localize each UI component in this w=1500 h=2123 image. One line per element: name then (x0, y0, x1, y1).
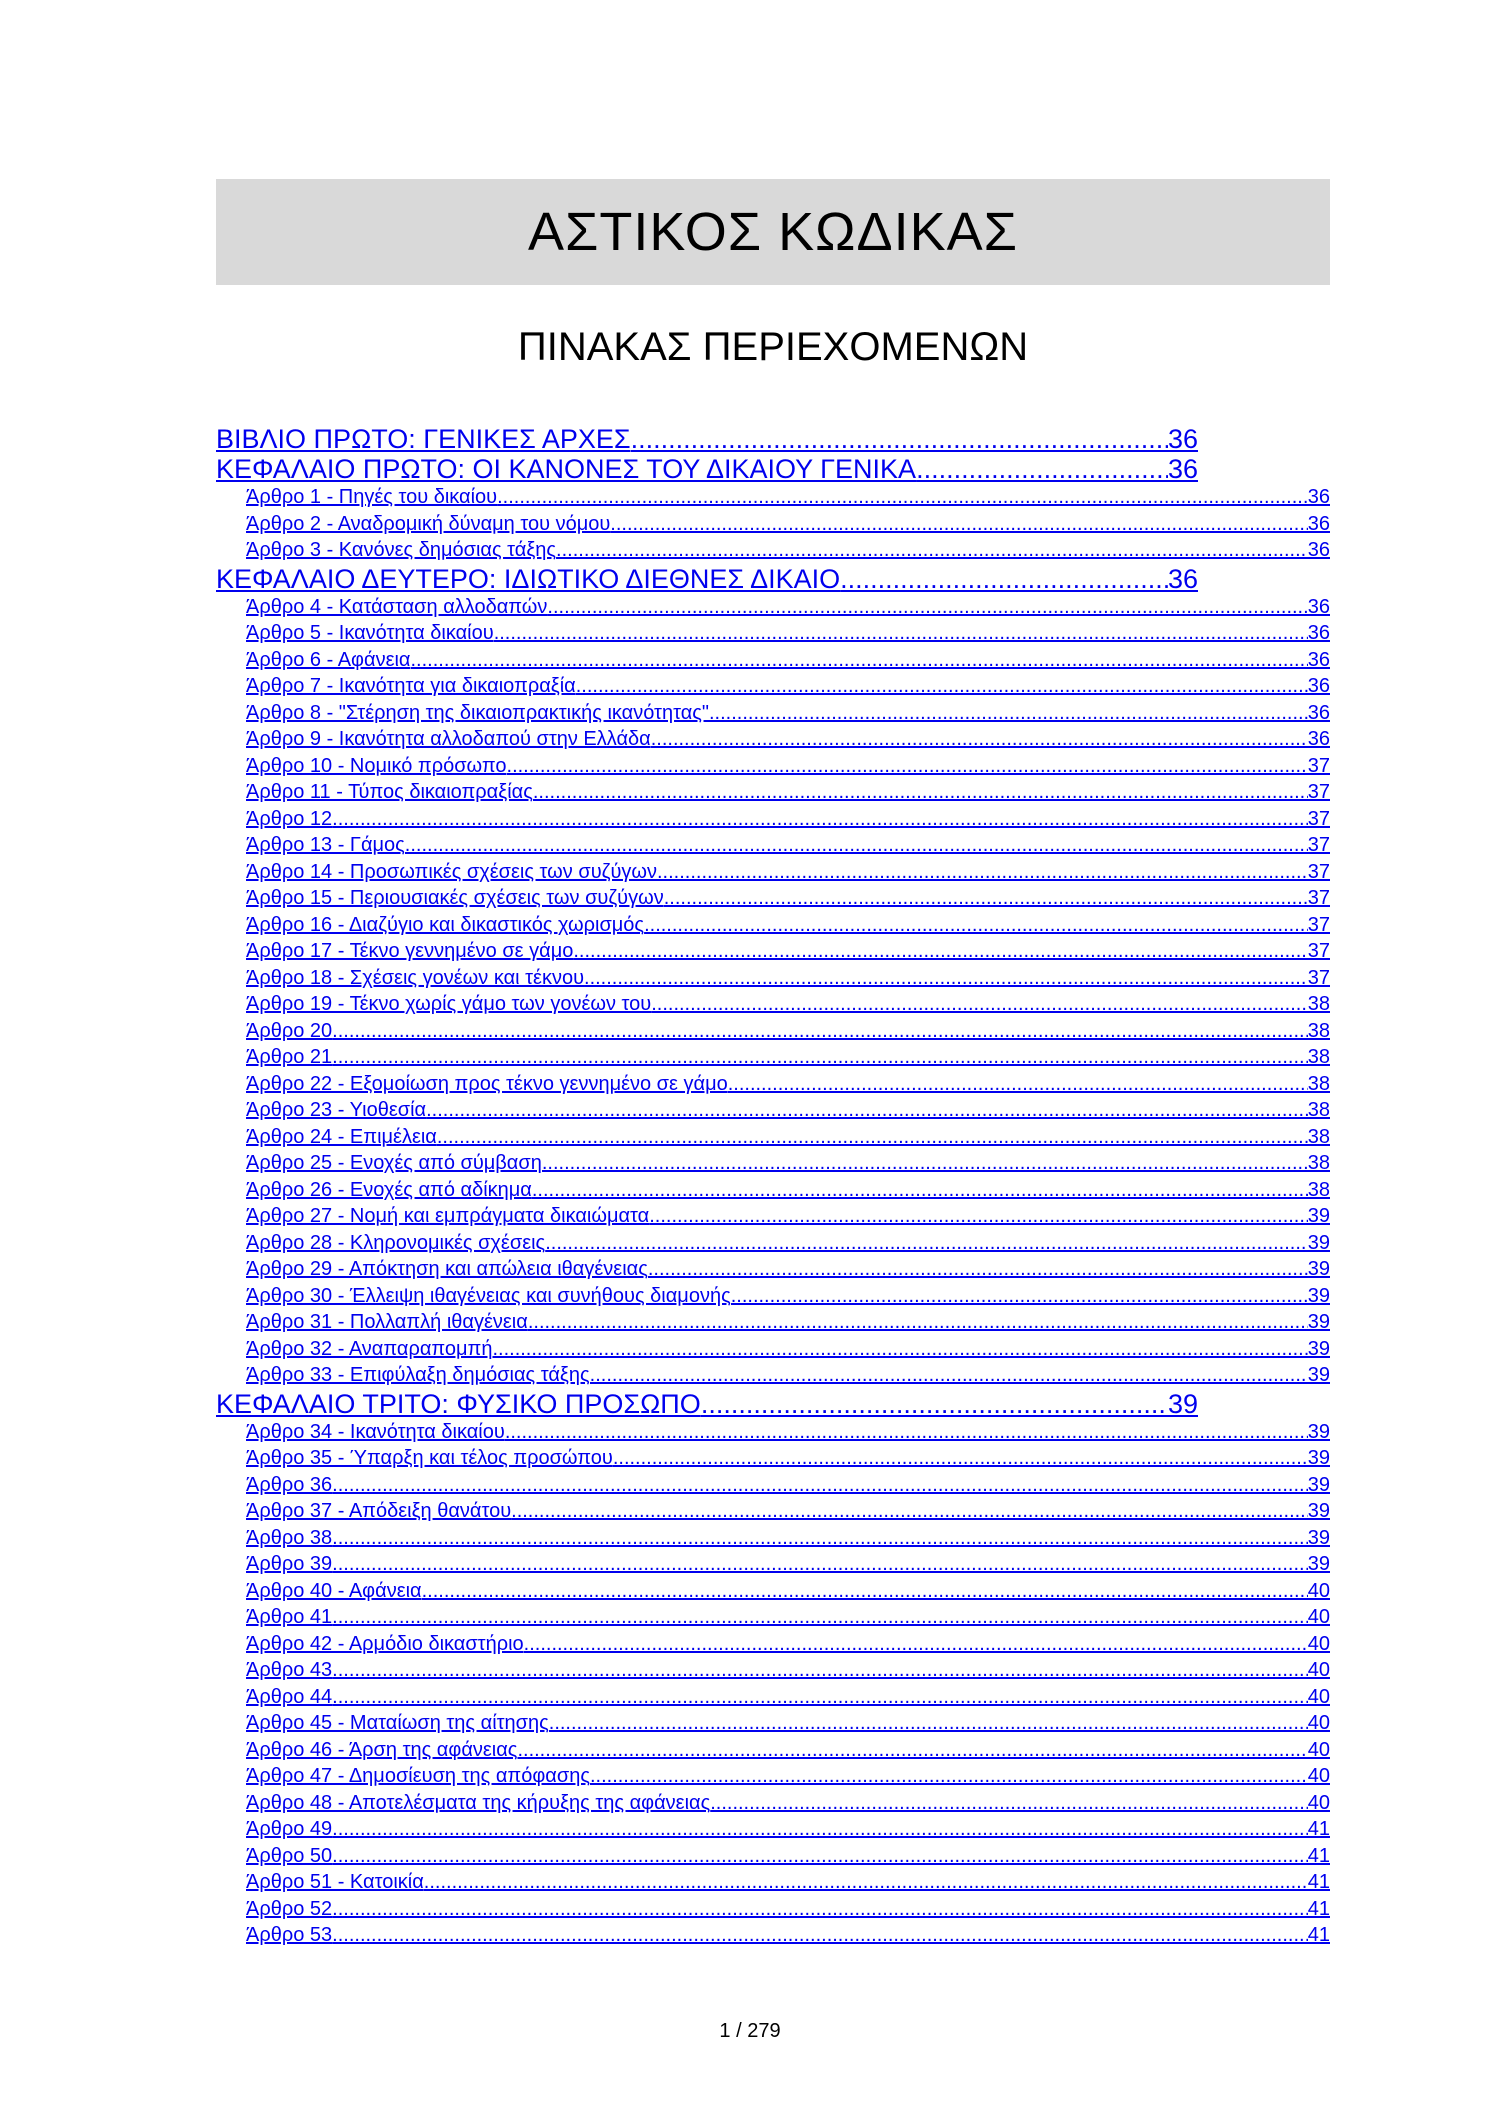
toc-entry-page: 41 (1307, 1844, 1330, 1867)
toc-entry-page: 39 (1307, 1526, 1330, 1549)
toc-entry-title: Άρθρο 51 - Κατοικία (246, 1871, 424, 1893)
toc-dot-leader (497, 484, 1308, 511)
toc-article-link[interactable] (246, 938, 1330, 965)
toc-article-link[interactable] (246, 1684, 1330, 1711)
toc-article-link[interactable] (246, 991, 1330, 1018)
toc-heading: ΠΙΝΑΚΑΣ ΠΕΡΙΕΧΟΜΕΝΩΝ (517, 325, 1029, 369)
toc-entry-title: Άρθρο 24 - Επιμέλεια (246, 1125, 437, 1148)
toc-entry-title: Άρθρο 26 - Ενοχές από αδίκημα (246, 1178, 532, 1201)
toc-entry-page: 39 (1307, 1205, 1330, 1227)
toc-entry-page: 39 (1307, 1364, 1330, 1386)
toc-dot-leader (651, 991, 1308, 1018)
toc-dot-leader (332, 1922, 1308, 1949)
toc-entry-page: 38 (1307, 993, 1330, 1015)
toc-article-link[interactable] (246, 1896, 1330, 1923)
toc-article-link[interactable] (246, 511, 1330, 538)
toc-entry-title: Άρθρο 4 - Κατάσταση αλλοδαπών (246, 595, 548, 618)
toc-entry-title: Άρθρο 17 - Τέκνο γεννημένο σε γάμο (246, 940, 574, 962)
toc-dot-leader (437, 1124, 1308, 1151)
toc-entry-title: Άρθρο 20 (246, 1019, 333, 1042)
toc-entry-page: 40 (1307, 1765, 1330, 1787)
toc-entry-page: 39 (1307, 1337, 1330, 1360)
toc-entry-title: Άρθρο 34 - Ικανότητα δικαίου (246, 1420, 505, 1443)
toc-article-link[interactable] (246, 912, 1330, 939)
toc-entry-page: 37 (1307, 860, 1330, 883)
toc-dot-leader (332, 1657, 1308, 1684)
toc-entry-title: ΚΕΦΑΛΑΙΟ ΤΡΙΤΟ: ΦΥΣΙΚΟ ΠΡΟΣΩΠΟ (216, 1388, 701, 1419)
toc-section-link[interactable] (216, 1389, 1198, 1419)
toc-article-link[interactable] (246, 673, 1330, 700)
toc-entry-page: 39 (1307, 1447, 1330, 1469)
toc-article-link[interactable] (246, 594, 1330, 621)
toc-entry-page: 40 (1307, 1791, 1330, 1814)
toc-entry-page: 40 (1307, 1579, 1330, 1602)
toc-entry-title: Άρθρο 19 - Τέκνο χωρίς γάμο των γονέων του (246, 993, 652, 1015)
toc-dot-leader (584, 965, 1308, 992)
toc-article-link[interactable] (246, 1843, 1330, 1870)
toc-entry-page: 37 (1307, 834, 1330, 856)
toc-article-link[interactable] (246, 1283, 1330, 1310)
toc-entry-page: 39 (1307, 1231, 1330, 1254)
toc-entry-page: 39 (1307, 1311, 1330, 1333)
toc-entry-title: Άρθρο 30 - Έλλειψη ιθαγένειας και συνήθους διαμονής (246, 1284, 731, 1307)
toc-dot-leader (590, 1763, 1308, 1790)
toc-article-link[interactable] (246, 965, 1330, 992)
toc-entry-title: ΚΕΦΑΛΑΙΟ ΔΕΥΤΕΡΟ: ΙΔΙΩΤΙΚΟ ΔΙΕΘΝΕΣ ΔΙΚΑΙΟ (216, 563, 841, 594)
toc-entry-title: Άρθρο 22 - Εξομοίωση προς τέκνο γεννημένο σε γάμο (246, 1072, 728, 1095)
toc-dot-leader (657, 859, 1308, 886)
toc-dot-leader (332, 1551, 1308, 1578)
toc-dot-leader (422, 1578, 1308, 1605)
toc-dot-leader (664, 885, 1308, 912)
toc-dot-leader (332, 1604, 1308, 1631)
toc-dot-leader (517, 1737, 1307, 1764)
toc-dot-leader (332, 1044, 1308, 1071)
toc-dot-leader (533, 779, 1308, 806)
toc-article-link[interactable] (246, 1018, 1330, 1045)
toc-entry-page: 36 (1307, 539, 1330, 561)
toc-entry-page: 40 (1307, 1632, 1330, 1655)
toc-article-link[interactable] (246, 885, 1330, 912)
toc-article-link[interactable] (246, 1336, 1330, 1363)
toc-dot-leader (542, 1150, 1308, 1177)
toc-article-link[interactable] (246, 1097, 1330, 1124)
toc-dot-leader (424, 1869, 1308, 1896)
toc-entry-page: 37 (1307, 913, 1330, 936)
toc-article-link[interactable] (246, 1578, 1330, 1605)
toc-entry-page: 36 (1307, 486, 1330, 508)
toc-dot-leader (701, 1389, 1168, 1419)
toc-article-link[interactable] (246, 1071, 1330, 1098)
toc-dot-leader (613, 1445, 1308, 1472)
toc-entry-title: Άρθρο 43 (246, 1659, 333, 1681)
toc-entry-page: 39 (1307, 1500, 1330, 1522)
toc-article-link[interactable] (246, 1631, 1330, 1658)
toc-entry-page: 41 (1307, 1818, 1330, 1840)
toc-dot-leader (556, 537, 1308, 564)
toc-dot-leader (576, 673, 1308, 700)
toc-entry-page: 38 (1307, 1046, 1330, 1068)
toc-dot-leader (545, 1230, 1308, 1257)
toc-entry-page: 36 (1167, 424, 1198, 454)
toc-dot-leader (492, 1336, 1307, 1363)
toc-article-link[interactable] (246, 1498, 1330, 1525)
toc-article-link[interactable] (246, 753, 1330, 780)
toc-entry-title: ΒΙΒΛΙΟ ΠΡΩΤΟ: ΓΕΝΙΚΕΣ ΑΡΧΕΣ (216, 424, 631, 454)
toc-entry-title: Άρθρο 33 - Επιφύλαξη δημόσιας τάξης (246, 1364, 590, 1386)
toc-dot-leader (610, 511, 1307, 538)
page-number-footer: 1 / 279 (719, 2020, 781, 2042)
toc-article-link[interactable] (246, 700, 1330, 727)
toc-dot-leader (332, 1525, 1308, 1552)
toc-entry-title: Άρθρο 5 - Ικανότητα δικαίου (246, 622, 494, 644)
toc-article-link[interactable] (246, 1177, 1330, 1204)
toc-entry-page: 36 (1307, 595, 1330, 618)
toc-entry-page: 36 (1307, 728, 1330, 750)
toc-entry-page: 36 (1307, 622, 1330, 644)
toc-article-link[interactable] (246, 1657, 1330, 1684)
toc-article-link[interactable] (246, 1445, 1330, 1472)
toc-article-link[interactable] (246, 1230, 1330, 1257)
toc-article-link[interactable] (246, 1551, 1330, 1578)
toc-entry-title: Άρθρο 44 (246, 1685, 333, 1708)
toc-entry-page: 38 (1307, 1099, 1330, 1121)
toc-article-link[interactable] (246, 726, 1330, 753)
toc-dot-leader (332, 1843, 1308, 1870)
toc-article-link[interactable] (246, 1362, 1330, 1389)
toc-article-link[interactable] (246, 779, 1330, 806)
toc-dot-leader (528, 1309, 1308, 1336)
toc-entry-title: Άρθρο 10 - Νομικό πρόσωπο (246, 754, 507, 777)
toc-article-link[interactable] (246, 484, 1330, 511)
toc-entry-page: 41 (1307, 1897, 1330, 1920)
toc-dot-leader (648, 1256, 1308, 1283)
toc-entry-title: Άρθρο 45 - Ματαίωση της αίτησης (246, 1712, 549, 1734)
toc-entry-title: Άρθρο 8 - "Στέρηση της δικαιοπρακτικής ικανότητας" (246, 701, 709, 724)
toc-entry-page: 37 (1307, 940, 1330, 962)
toc-entry-title: Άρθρο 46 - Άρση της αφάνειας (246, 1738, 518, 1761)
toc-article-link[interactable] (246, 1816, 1330, 1843)
toc-section-link[interactable] (216, 454, 1198, 484)
toc-dot-leader (549, 1710, 1308, 1737)
toc-entry-title: Άρθρο 21 (246, 1046, 333, 1068)
toc-entry-title: Άρθρο 15 - Περιουσιακές σχέσεις των συζύγων (246, 887, 664, 909)
toc-entry-title: Άρθρο 27 - Νομή και εμπράγματα δικαιώματα (246, 1205, 650, 1227)
toc-entry-page: 36 (1167, 563, 1198, 594)
toc-entry-page: 39 (1307, 1284, 1330, 1307)
toc-entry-title: ΚΕΦΑΛΑΙΟ ΠΡΩΤΟ: ΟΙ ΚΑΝΟΝΕΣ ΤΟΥ ΔΙΚΑΙΟΥ ΓΕΝΙΚΑ (216, 454, 917, 484)
toc-entry-title: Άρθρο 53 (246, 1924, 333, 1946)
toc-entry-title: Άρθρο 2 - Αναδρομική δύναμη του νόμου (246, 512, 611, 535)
toc-entry-page: 37 (1307, 966, 1330, 989)
toc-dot-leader (710, 1790, 1308, 1817)
toc-dot-leader (426, 1097, 1308, 1124)
toc-entry-page: 37 (1307, 754, 1330, 777)
toc-entry-title: Άρθρο 40 - Αφάνεια (246, 1579, 422, 1602)
toc-entry-title: Άρθρο 13 - Γάμος (246, 834, 405, 856)
toc-article-link[interactable] (246, 1737, 1330, 1764)
toc-entry-title: Άρθρο 32 - Αναπαραπομπή (246, 1337, 493, 1360)
toc-entry-page: 38 (1307, 1072, 1330, 1095)
toc-entry-page: 41 (1307, 1871, 1330, 1893)
toc-entry-title: Άρθρο 12 (246, 807, 333, 830)
toc-entry-title: Άρθρο 38 (246, 1526, 333, 1549)
table-of-contents (0, 424, 1500, 1949)
toc-entry-title: Άρθρο 47 - Δημοσίευση της απόφασης (246, 1765, 590, 1787)
toc-entry-title: Άρθρο 7 - Ικανότητα για δικαιοπραξία (246, 675, 576, 697)
toc-article-link[interactable] (246, 832, 1330, 859)
toc-dot-leader (840, 564, 1168, 594)
toc-article-link[interactable] (246, 1124, 1330, 1151)
toc-entry-page: 39 (1307, 1420, 1330, 1443)
toc-entry-page: 40 (1307, 1738, 1330, 1761)
toc-dot-leader (507, 753, 1308, 780)
toc-entry-page: 39 (1307, 1553, 1330, 1575)
toc-entry-page: 39 (1307, 1473, 1330, 1496)
toc-entry-page: 40 (1307, 1685, 1330, 1708)
toc-entry-title: Άρθρο 23 - Υιοθεσία (246, 1099, 427, 1121)
toc-entry-page: 40 (1307, 1659, 1330, 1681)
toc-entry-page: 36 (1307, 701, 1330, 724)
toc-entry-title: Άρθρο 29 - Απόκτηση και απώλεια ιθαγένειας (246, 1258, 648, 1280)
toc-entry-page: 38 (1307, 1019, 1330, 1042)
toc-dot-leader (505, 1419, 1308, 1446)
toc-entry-title: Άρθρο 39 (246, 1553, 333, 1575)
toc-dot-leader (411, 647, 1308, 674)
toc-article-link[interactable] (246, 1203, 1330, 1230)
toc-article-link[interactable] (246, 647, 1330, 674)
toc-entry-page: 38 (1307, 1152, 1330, 1174)
toc-entry-page: 39 (1307, 1258, 1330, 1280)
toc-dot-leader (728, 1071, 1308, 1098)
toc-article-link[interactable] (246, 1309, 1330, 1336)
toc-article-link[interactable] (246, 537, 1330, 564)
document-title: ΑΣΤΙΚΟΣ ΚΩΔΙΚΑΣ (527, 202, 1018, 262)
toc-article-link[interactable] (246, 859, 1330, 886)
toc-dot-leader (649, 1203, 1308, 1230)
toc-dot-leader (405, 832, 1308, 859)
toc-entry-title: Άρθρο 49 (246, 1818, 333, 1840)
toc-entry-title: Άρθρο 28 - Κληρονομικές σχέσεις (246, 1231, 546, 1254)
toc-dot-leader (511, 1498, 1308, 1525)
toc-dot-leader (731, 1283, 1308, 1310)
toc-entry-page: 36 (1307, 648, 1330, 671)
toc-dot-leader (524, 1631, 1308, 1658)
toc-entry-page: 36 (1307, 512, 1330, 535)
toc-entry-page: 41 (1307, 1924, 1330, 1946)
toc-dot-leader (532, 1177, 1308, 1204)
toc-article-link[interactable] (246, 806, 1330, 833)
toc-article-link[interactable] (246, 620, 1330, 647)
toc-entry-title: Άρθρο 48 - Αποτελέσματα της κήρυξης της αφάνειας (246, 1791, 711, 1814)
toc-article-link[interactable] (246, 1604, 1330, 1631)
toc-entry-title: Άρθρο 16 - Διαζύγιο και δικαστικός χωρισμός (246, 913, 645, 936)
toc-entry-title: Άρθρο 52 (246, 1897, 333, 1920)
toc-entry-title: Άρθρο 11 - Τύπος δικαιοπραξίας (246, 781, 533, 803)
toc-entry-title: Άρθρο 41 (246, 1606, 333, 1628)
toc-dot-leader (590, 1362, 1308, 1389)
toc-dot-leader (332, 1018, 1308, 1045)
toc-dot-leader (631, 424, 1168, 454)
toc-entry-title: Άρθρο 50 (246, 1844, 333, 1867)
toc-entry-page: 36 (1167, 454, 1198, 484)
toc-article-link[interactable] (246, 1256, 1330, 1283)
toc-article-link[interactable] (246, 1710, 1330, 1737)
toc-entry-title: Άρθρο 25 - Ενοχές από σύμβαση (246, 1152, 542, 1174)
toc-dot-leader (651, 726, 1308, 753)
toc-article-link[interactable] (246, 1044, 1330, 1071)
toc-entry-title: Άρθρο 36 (246, 1473, 333, 1496)
toc-article-link[interactable] (246, 1922, 1330, 1949)
toc-article-link[interactable] (246, 1472, 1330, 1499)
toc-entry-page: 40 (1307, 1606, 1330, 1628)
toc-dot-leader (547, 594, 1307, 621)
toc-entry-page: 39 (1167, 1388, 1198, 1419)
toc-article-link[interactable] (246, 1525, 1330, 1552)
toc-article-link[interactable] (246, 1763, 1330, 1790)
toc-dot-leader (916, 454, 1168, 484)
toc-dot-leader (332, 1472, 1308, 1499)
toc-entry-title: Άρθρο 1 - Πηγές του δικαίου (246, 486, 498, 508)
toc-entry-page: 37 (1307, 781, 1330, 803)
toc-dot-leader (332, 1896, 1308, 1923)
toc-entry-page: 38 (1307, 1125, 1330, 1148)
toc-dot-leader (332, 1816, 1308, 1843)
toc-entry-page: 37 (1307, 887, 1330, 909)
toc-entry-page: 40 (1307, 1712, 1330, 1734)
toc-article-link[interactable] (246, 1150, 1330, 1177)
toc-section-link[interactable] (216, 424, 1198, 454)
toc-entry-title: Άρθρο 3 - Κανόνες δημόσιας τάξης (246, 539, 557, 561)
toc-entry-title: Άρθρο 35 - Ύπαρξη και τέλος προσώπου (246, 1447, 613, 1469)
toc-entry-title: Άρθρο 6 - Αφάνεια (246, 648, 411, 671)
toc-entry-title: Άρθρο 42 - Αρμόδιο δικαστήριο (246, 1632, 524, 1655)
toc-entry-title: Άρθρο 9 - Ικανότητα αλλοδαπού στην Ελλάδα (246, 728, 651, 750)
toc-entry-title: Άρθρο 37 - Απόδειξη θανάτου (246, 1500, 512, 1522)
toc-dot-leader (332, 806, 1308, 833)
document-title-band (216, 179, 1330, 285)
toc-entry-title: Άρθρο 18 - Σχέσεις γονέων και τέκνου (246, 966, 585, 989)
toc-article-link[interactable] (246, 1790, 1330, 1817)
toc-entry-page: 36 (1307, 675, 1330, 697)
toc-dot-leader (644, 912, 1308, 939)
toc-entry-title: Άρθρο 14 - Προσωπικές σχέσεις των συζύγων (246, 860, 657, 883)
toc-dot-leader (494, 620, 1308, 647)
toc-entry-page: 38 (1307, 1178, 1330, 1201)
toc-dot-leader (332, 1684, 1308, 1711)
toc-entry-title: Άρθρο 31 - Πολλαπλή ιθαγένεια (246, 1311, 528, 1333)
toc-article-link[interactable] (246, 1419, 1330, 1446)
toc-entry-page: 37 (1307, 807, 1330, 830)
toc-dot-leader (573, 938, 1307, 965)
toc-section-link[interactable] (216, 564, 1198, 594)
toc-dot-leader (709, 700, 1308, 727)
toc-article-link[interactable] (246, 1869, 1330, 1896)
